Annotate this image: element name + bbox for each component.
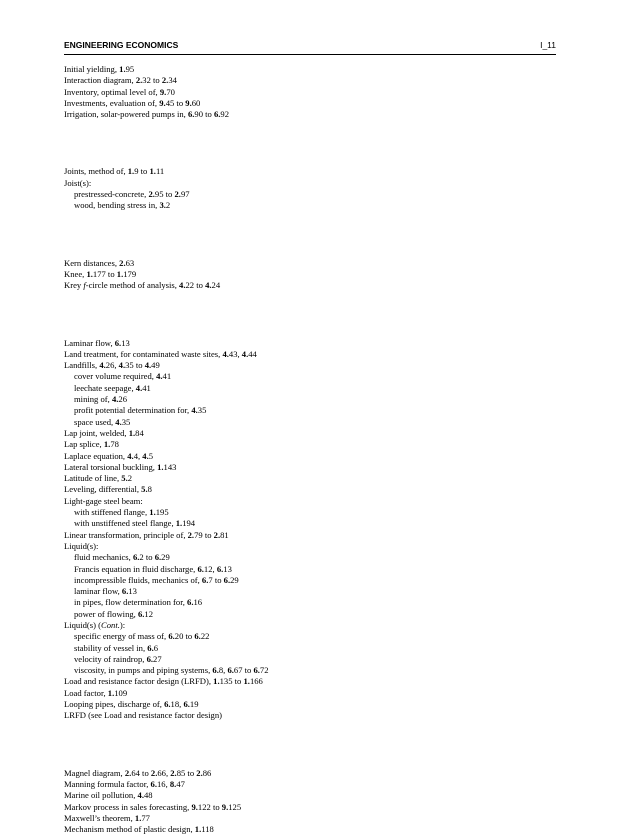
index-subentry: specific energy of mass of, 6.20 to 6.22 <box>74 631 210 642</box>
index-entry: Liquid(s): <box>64 540 99 551</box>
index-subentry: fluid mechanics, 6.2 to 6.29 <box>74 552 170 563</box>
index-section-j <box>64 166 564 211</box>
index-subentry: in pipes, flow determination for, 6.16 <box>74 597 203 608</box>
index-subentry: space used, 4.35 <box>74 416 131 427</box>
index-subentry: with stiffened flange, 1.195 <box>74 507 169 518</box>
index-entry: Lateral torsional buckling, 1.143 <box>64 461 177 472</box>
index-subentry: velocity of raindrop, 6.27 <box>74 653 162 664</box>
index-entry: Investments, evaluation of, 9.45 to 9.60 <box>64 97 201 108</box>
index-entry: Maxwell’s theorem, 1.77 <box>64 812 150 823</box>
index-subentry: prestressed-concrete, 2.95 to 2.97 <box>74 189 190 200</box>
index-subentry: incompressible fluids, mechanics of, 6.7 to 6.29 <box>74 574 239 585</box>
index-subentry: mining of, 4.26 <box>74 394 128 405</box>
index-entry: Light-gage steel beam: <box>64 495 143 506</box>
index-entry: Inventory, optimal level of, 9.70 <box>64 86 175 97</box>
index-entry: Looping pipes, discharge of, 6.18, 6.19 <box>64 699 199 710</box>
index-content <box>64 64 564 835</box>
index-entry: Lap joint, welded, 1.84 <box>64 427 144 438</box>
index-entry: Krey f-circle method of analysis, 4.22 to 4.24 <box>64 280 221 291</box>
index-section-l <box>64 338 564 722</box>
index-entry: Initial yielding, 1.95 <box>64 64 135 74</box>
index-section-m <box>64 768 564 835</box>
index-subentry: Francis equation in fluid discharge, 6.12, 6.13 <box>74 563 232 574</box>
index-subentry: stability of vessel in, 6.6 <box>74 642 159 653</box>
running-header <box>64 40 556 55</box>
index-entry: Liquid(s) (Cont.): <box>64 619 126 630</box>
index-entry: Irrigation, solar-powered pumps in, 6.90 to 6.92 <box>64 109 230 120</box>
index-entry: Manning formula factor, 6.16, 8.47 <box>64 778 185 789</box>
index-entry: Interaction diagram, 2.32 to 2.34 <box>64 75 177 86</box>
index-entry: Laplace equation, 4.4, 4.5 <box>64 450 154 461</box>
index-entry: Joints, method of, 1.9 to 1.11 <box>64 166 165 177</box>
index-entry: Lap splice, 1.78 <box>64 439 119 450</box>
index-subentry: leechate seepage, 4.41 <box>74 382 151 393</box>
index-section-i <box>64 64 564 120</box>
index-entry: LRFD (see Load and resistance factor design) <box>64 710 222 721</box>
index-entry: Load and resistance factor design (LRFD), 1.135 to 1.166 <box>64 676 263 687</box>
index-entry: Kern distances, 2.63 <box>64 257 135 268</box>
index-entry: Latitude of line, 5.2 <box>64 473 133 484</box>
index-entry: Knee, 1.177 to 1.179 <box>64 268 137 279</box>
index-entry: Leveling, differential, 5.8 <box>64 484 152 495</box>
index-section-k <box>64 258 564 292</box>
index-entry: Landfills, 4.26, 4.35 to 4.49 <box>64 360 160 371</box>
index-subentry: profit potential determination for, 4.35 <box>74 405 207 416</box>
index-entry: Linear transformation, principle of, 2.79 to 2.81 <box>64 529 229 540</box>
index-subentry: with unstiffened steel flange, 1.194 <box>74 518 196 529</box>
index-entry: Joist(s): <box>64 177 92 188</box>
index-subentry: cover volume required, 4.41 <box>74 371 172 382</box>
index-subentry: wood, bending stress in, 3.2 <box>74 200 171 211</box>
index-entry: Laminar flow, 6.13 <box>64 337 130 348</box>
index-entry: Markov process in sales forecasting, 9.122 to 9.125 <box>64 801 242 812</box>
index-subentry: laminar flow, 6.13 <box>74 586 137 597</box>
index-entry: Magnel diagram, 2.64 to 2.66, 2.85 to 2.86 <box>64 767 212 778</box>
running-header-title: ENGINEERING ECONOMICS <box>64 40 179 50</box>
index-entry: Land treatment, for contaminated waste sites, 4.43, 4.44 <box>64 348 257 359</box>
index-subentry: power of flowing, 6.12 <box>74 608 154 619</box>
index-entry: Mechanism method of plastic design, 1.118 <box>64 824 214 835</box>
index-subentry: viscosity, in pumps and piping systems, 6.8, 6.67 to 6.72 <box>74 665 269 676</box>
page-number: I_11 <box>540 40 556 50</box>
index-entry: Load factor, 1.109 <box>64 687 128 698</box>
index-entry: Marine oil pollution, 4.48 <box>64 790 153 801</box>
